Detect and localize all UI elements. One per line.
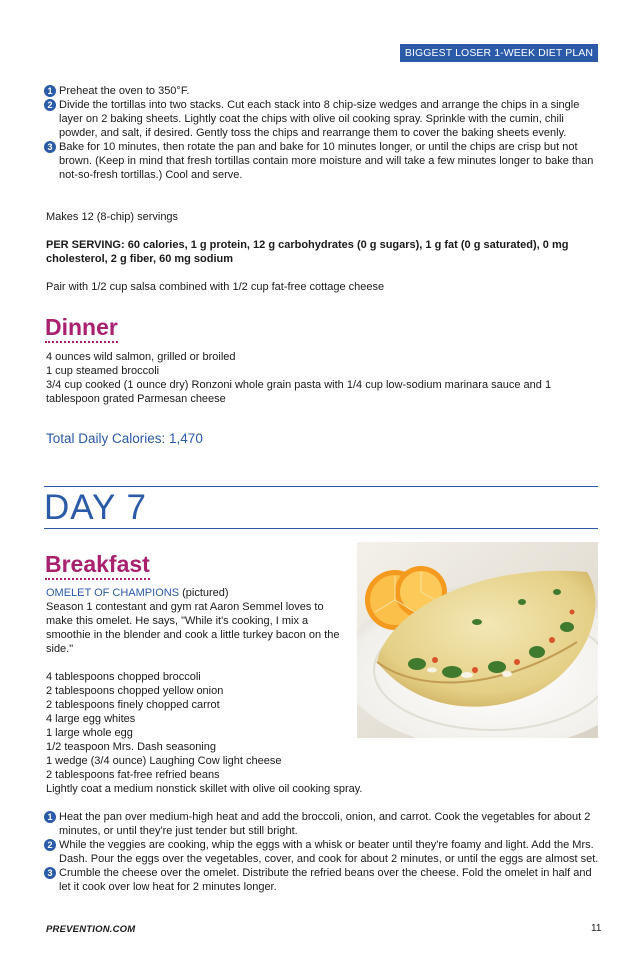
divider-bottom: [44, 528, 598, 529]
step-text: Heat the pan over medium-high heat and add the broccoli, onion, and carrot. Cook the vegetables for about 2 minutes, or until they're just tender but still bright.: [59, 811, 591, 837]
pairing-text: Pair with 1/2 cup salsa combined with 1/2 cup fat-free cottage cheese: [46, 281, 385, 293]
list-item: 4 ounces wild salmon, grilled or broiled: [46, 351, 236, 363]
omelet-step-1: [44, 810, 600, 838]
list-item: 3/4 cup cooked (1 ounce dry) Ronzoni whole grain pasta with 1/4 cup low-sodium marinara sauce and 1 tablespoon grated Parmesan cheese: [46, 379, 552, 405]
list-item: 1 cup steamed broccoli: [46, 365, 160, 377]
day-title: DAY 7: [44, 488, 147, 527]
step-number-2-icon: 2: [44, 839, 56, 851]
omelet-steps: [44, 810, 600, 894]
chips-step-2: [44, 98, 600, 140]
omelet-step-2: [44, 838, 600, 866]
chips-steps: [44, 84, 600, 182]
list-item: Lightly coat a medium nonstick skillet with olive oil cooking spray.: [46, 783, 363, 795]
step-text: Divide the tortillas into two stacks. Cut each stack into 8 chip-size wedges and arrange the chips in a single layer on 2 baking sheets. Lightly coat the chips with olive oil cooking spray. Sprinkle with the cumin, chili powder, and salt, if desired. Gently toss the chips and rearrange them to cover the baking sheets evenly.: [59, 99, 580, 139]
list-item: 4 large egg whites: [46, 713, 136, 725]
step-text: Preheat the oven to 350°F.: [59, 85, 190, 97]
omelet-recipe: [46, 586, 346, 656]
step-number-3-icon: 3: [44, 141, 56, 153]
total-daily-calories: Total Daily Calories: 1,470: [46, 431, 203, 446]
pictured-note: (pictured): [179, 587, 229, 599]
recipe-title: OMELET OF CHAMPIONS: [46, 587, 180, 599]
breakfast-heading-text: Breakfast: [45, 551, 150, 580]
step-number-2-icon: 2: [44, 99, 56, 111]
step-number-3-icon: 3: [44, 867, 56, 879]
page-number: 11: [591, 923, 602, 934]
list-item: 1 wedge (3/4 ounce) Laughing Cow light cheese: [46, 755, 282, 767]
omelet-photo: [357, 542, 598, 738]
list-item: 2 tablespoons fat-free refried beans: [46, 769, 220, 781]
recipe-title-line: [46, 586, 346, 600]
breakfast-heading: [45, 551, 150, 580]
list-item: 1 large whole egg: [46, 727, 133, 739]
chips-step-3: [44, 140, 600, 182]
step-number-1-icon: 1: [44, 811, 56, 823]
step-text: Bake for 10 minutes, then rotate the pan and bake for 10 minutes longer, or until the chips are crisp but not brown. (Keep in mind that fresh tortillas contain more moisture and will take a few minutes longer to bake than not-so-fresh tortillas.) Cool and serve.: [59, 141, 594, 181]
list-item: 2 tablespoons finely chopped carrot: [46, 699, 220, 711]
omelet-image: [357, 542, 598, 738]
per-serving-nutrition: PER SERVING: 60 calories, 1 g protein, 12 g carbohydrates (0 g sugars), 1 g fat (0 g saturated), 0 mg cholesterol, 2 g fiber, 60 mg sodium: [46, 239, 569, 265]
divider-top: [44, 486, 598, 487]
header-banner: BIGGEST LOSER 1-WEEK DIET PLAN: [400, 44, 598, 62]
chips-step-1: [44, 84, 600, 98]
list-item: 4 tablespoons chopped broccoli: [46, 671, 201, 683]
omelet-step-3: [44, 866, 600, 894]
dinner-heading: [45, 314, 118, 343]
list-item: 1/2 teaspoon Mrs. Dash seasoning: [46, 741, 216, 753]
step-text: Crumble the cheese over the omelet. Distribute the refried beans over the cheese. Fold the omelet in half and let it cook over low heat for 2 minutes longer.: [59, 867, 592, 893]
servings-text: Makes 12 (8-chip) servings: [46, 211, 179, 223]
step-number-1-icon: 1: [44, 85, 56, 97]
dinner-list: [46, 350, 606, 406]
step-text: While the veggies are cooking, whip the eggs with a whisk or beater until they're foamy and light. Add the Mrs. Dash. Pour the eggs over the vegetables, cover, and cook for about 2 minutes, or until the eggs are almost set.: [59, 839, 599, 865]
list-item: 2 tablespoons chopped yellow onion: [46, 685, 224, 697]
recipe-intro: Season 1 contestant and gym rat Aaron Semmel loves to make this omelet. He says, "While it's cooking, I mix a smoothie in the blender and cook a little turkey bacon on the side.": [46, 601, 340, 655]
dinner-heading-text: Dinner: [45, 314, 118, 343]
footer-site: PREVENTION.COM: [46, 924, 136, 935]
